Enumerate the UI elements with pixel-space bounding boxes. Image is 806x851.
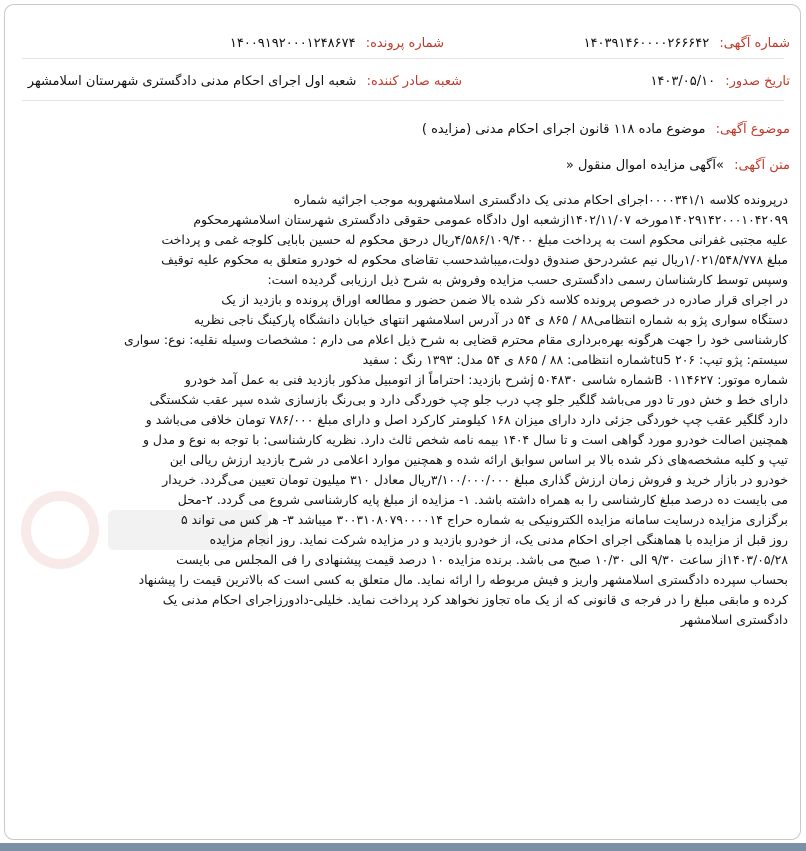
body-line: روز قبل از مزایده با هماهنگی اجرای احکام مدنی یک، از خودرو بازدید و در مزایده شرکت نماید. روز انجام مزایده	[209, 532, 788, 547]
body-line: درپرونده کلاسه ۰۰۰۰۳۴۱/۱اجرای احکام مدنی یک دادگستری اسلامشهروبه موجب اجرائیه شماره	[293, 192, 788, 207]
text-title: »آگهی مزایده اموال منقول «	[565, 158, 724, 173]
body-line: دستگاه سواری پژو به شماره انتظامی۸۸ / ۸۶۵ ی ۵۴ در آدرس اسلامشهر انتهای خیابان دانشگاه پارکینگ ناجی نظریه	[193, 312, 788, 327]
subject-row	[422, 122, 790, 137]
body-line: کارشناسی خود را جهت هرگونه بهره‌برداری مقام محترم قضایی به شرح ذیل اعلام می دارم : مشخصات وسیله نقلیه: نوع: سواری	[124, 332, 788, 347]
issuer: شعبه اول اجرای احکام مدنی دادگستری شهرستان اسلامشهر	[27, 74, 357, 89]
body-line: دادگستری اسلامشهر	[680, 612, 788, 627]
body-line: وسپس توسط کارشناسان رسمی دادگستری حسب مزایده وفروش به شرح ذیل ارزیابی گردیده است:	[267, 272, 788, 287]
divider	[22, 100, 784, 101]
ad-number: ۱۴۰۳۹۱۴۶۰۰۰۰۲۶۶۶۴۲	[583, 36, 710, 51]
body-line: علیه مجتبی غفرانی محکوم است به پرداخت مبلغ ۴/۵۸۶/۱۰۹/۴۰۰ریال درحق محکوم له حسین بابایی کلوجه غمی و پرداخت	[161, 232, 788, 247]
file-number-label: شماره پرونده:	[365, 36, 444, 51]
body-line: مبلغ ۱/۰۲۱/۵۴۸/۷۷۸ریال نیم عشردرحق صندوق دولت،میباشدحسب تقاضای محکوم له خودرو متعلق به محکوم علیه توقیف	[161, 252, 788, 267]
issue-date-label: تاریخ صدور:	[725, 74, 790, 89]
body-line: دارد گلگیر عقب چپ خوردگی جزئی دارد دارای میزان ۱۶۸ کیلومتر کارکرد اصل و دارای مبلغ ۷۸۶/۰۰۰ تومان خلافی می‌باشد و	[145, 412, 788, 427]
subject-label: موضوع آگهی:	[715, 122, 790, 137]
body-line: همچنین اصالت خودرو مورد گواهی است و تا سال ۱۴۰۴ بیمه نامه شخص ثالث دارد. نظریه کارشناسی: با توجه به نوع و مدل و	[143, 432, 788, 447]
body-line: شماره موتور: ۰۱۱۴۶۲۷ Bشماره شاسی ۵۰۴۸۳۰ jشرح بازدید: احتراماً از اتومبیل مذکور بازدید فنی به عمل آمد خودرو	[184, 372, 788, 387]
ad-body	[18, 190, 788, 630]
text-label: متن آگهی:	[734, 158, 790, 173]
body-line: ۱۴۰۲۹۱۴۲۰۰۰۱۰۴۲۰۹۹مورخه ۱۴۰۲/۱۱/۰۷ازشعبه اول دادگاه عمومی حقوقی دادگستری شهرستان اسلامشهرمحکوم	[193, 212, 788, 227]
body-line: سیستم: پژو تیپ: ۲۰۶ tu5شماره انتظامی: ۸۸ / ۸۶۵ ی ۵۴ مدل: ۱۳۹۳ رنگ : سفید	[362, 352, 788, 367]
body-line: برگزاری مزایده درسایت سامانه مزایده الکترونیکی به شماره حراج ۳۰۰۳۱۰۸۰۷۹۰۰۰۰۱۴ میباشد ۳- هر کس می تواند ۵	[181, 512, 788, 527]
file-number: ۱۴۰۰۹۱۹۲۰۰۰۱۲۴۸۶۷۴	[229, 36, 356, 51]
body-line: بحساب سپرده دادگستری اسلامشهر واریز و فیش مربوطه را ارائه نماید. مال متعلق به کسی است که بالاترین قیمت را پیشنهاد	[138, 572, 788, 587]
body-line: می بایست ده درصد مبلغ کارشناسی را به همراه داشته باشد. ۱- مزایده از مبلغ پایه کارشناسی شروع می گردد. ۲-محل	[177, 492, 788, 507]
body-line: در اجرای قرار صادره در خصوص پرونده کلاسه ذکر شده بالا ضمن حضور و مطالعه اوراق پرونده و بازدید از یک	[221, 292, 788, 307]
ad-number-row	[584, 36, 790, 51]
issuer-row	[28, 74, 462, 89]
body-line: ۱۴۰۳/۰۵/۲۸از ساعت ۹/۳۰ الی ۱۰/۳۰ صبح می باشد. برنده مزایده ۱۰ درصد قیمت پیشنهادی را فی المجلس می بایست	[176, 552, 788, 567]
text-title-row	[566, 158, 790, 173]
bottom-bar	[0, 843, 806, 851]
body-line: تیپ و کلیه مشخصه‌های ذکر شده بالا بر اساس سوابق ارائه شده و همچنین موارد اعلامی در شرح بازدید ارزش ریالی این	[169, 452, 788, 467]
body-line: دارای خط و خش دور تا دور می‌باشد گلگیر جلو چپ درب جلو چپ خوردگی دارد و بی‌رنگ بازسازی شده سپر عقب شکستگی	[149, 392, 788, 407]
body-line: کرده و مابقی مبلغ را در فرجه ی قانونی که از یک ماه تجاوز نخواهد کرد پرداخت نماید. خلیلی-دادورزاجرای احکام مدنی یک	[162, 592, 788, 607]
file-number-row	[230, 36, 444, 51]
issue-date-row	[650, 74, 790, 89]
body-line: خودرو در بازار خرید و فروش زمان ارزش گذاری مبلغ ۳/۱۰۰/۰۰۰/۰۰۰ریال معادل ۳۱۰ میلیون تومان تعیین می‌گردد. خریدار	[162, 472, 788, 487]
divider	[22, 58, 784, 59]
subject: موضوع ماده ۱۱۸ قانون اجرای احکام مدنی (مزایده )	[421, 122, 706, 137]
issuer-label: شعبه صادر کننده:	[366, 74, 462, 89]
ad-number-label: شماره آگهی:	[719, 36, 790, 51]
issue-date: ۱۴۰۳/۰۵/۱۰	[650, 74, 716, 89]
